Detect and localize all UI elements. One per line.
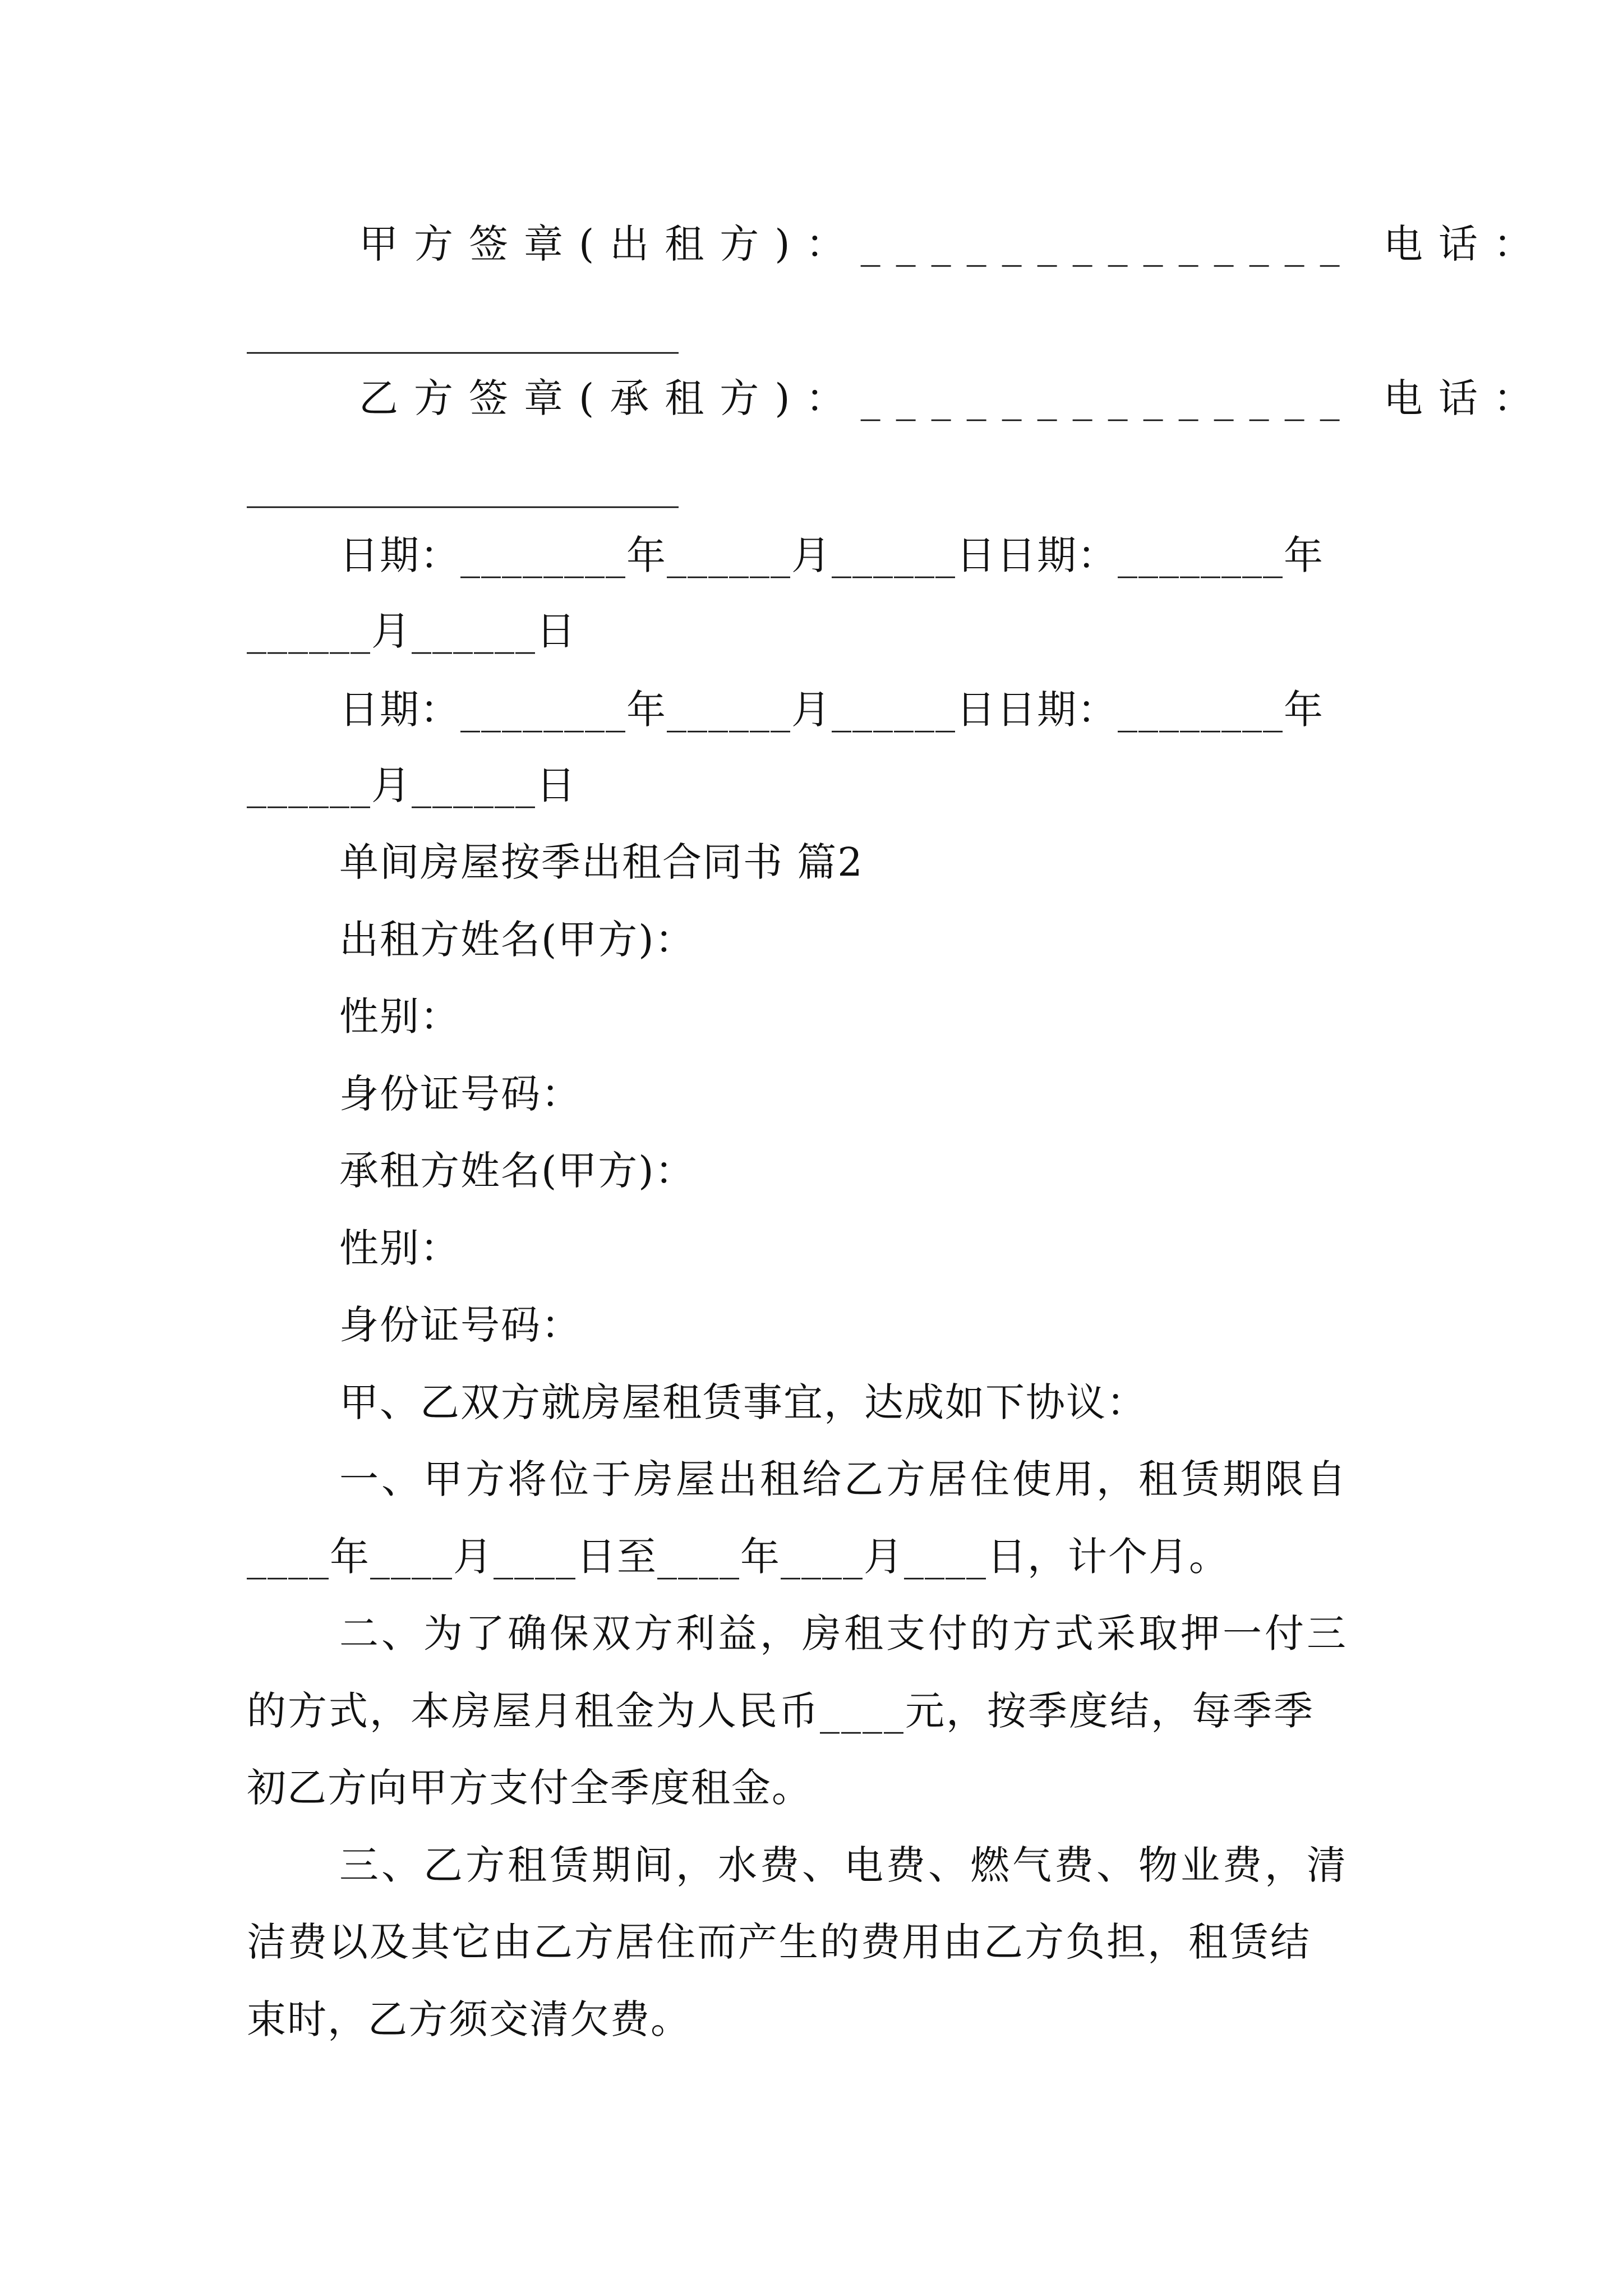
- party-b-phone-blank: ______________________: [247, 462, 679, 508]
- clause-1-line-1: 一、甲方将位于房屋出租给乙方居住使用，租赁期限自: [339, 1456, 1349, 1502]
- clause-2-line-1: 二、为了确保双方利益，房租支付的方式采取押一付三: [339, 1611, 1349, 1657]
- date-row-2-part-2: ______月______日: [247, 762, 577, 808]
- date-row-1-part-1: 日期：________年______月______日日期：________年: [339, 532, 1324, 578]
- party-a-phone-blank: ______________________: [247, 308, 679, 354]
- date-row-2-part-1: 日期：________年______月______日日期：________年: [339, 687, 1324, 733]
- lessee-name-field: 承租方姓名(甲方)：: [339, 1148, 695, 1194]
- clause-2-line-3: 初乙方向甲方支付全季度租金。: [247, 1765, 812, 1811]
- lessee-gender-field: 性别：: [339, 1225, 460, 1271]
- lessor-gender-field: 性别：: [339, 993, 460, 1039]
- clause-1-line-2: ____年____月____日至____年____月____日，计个月。: [247, 1534, 1229, 1580]
- clause-2-line-2: 的方式，本房屋月租金为人民币____元，按季度结，每季季: [247, 1688, 1315, 1734]
- clause-3-line-2: 洁费以及其它由乙方居住而产生的费用由乙方负担，租赁结: [247, 1919, 1311, 1965]
- party-b-signature-line: 乙方签章(承租方)：______________ 电话：: [359, 375, 1548, 421]
- clause-3-line-1: 三、乙方租赁期间，水费、电费、燃气费、物业费，清: [339, 1842, 1349, 1888]
- lessee-id-field: 身份证号码：: [339, 1302, 582, 1348]
- lessor-id-field: 身份证号码：: [339, 1071, 582, 1117]
- lessor-name-field: 出租方姓名(甲方)：: [339, 917, 695, 963]
- section-title: 单间房屋按季出租合同书 篇2: [339, 839, 864, 885]
- party-a-signature-line: 甲方签章(出租方)：______________ 电话：: [359, 221, 1548, 267]
- agreement-intro: 甲、乙双方就房屋租赁事宜，达成如下协议：: [339, 1379, 1147, 1425]
- date-row-1-part-2: ______月______日: [247, 608, 577, 654]
- clause-3-line-3: 束时，乙方须交清欠费。: [247, 1996, 691, 2042]
